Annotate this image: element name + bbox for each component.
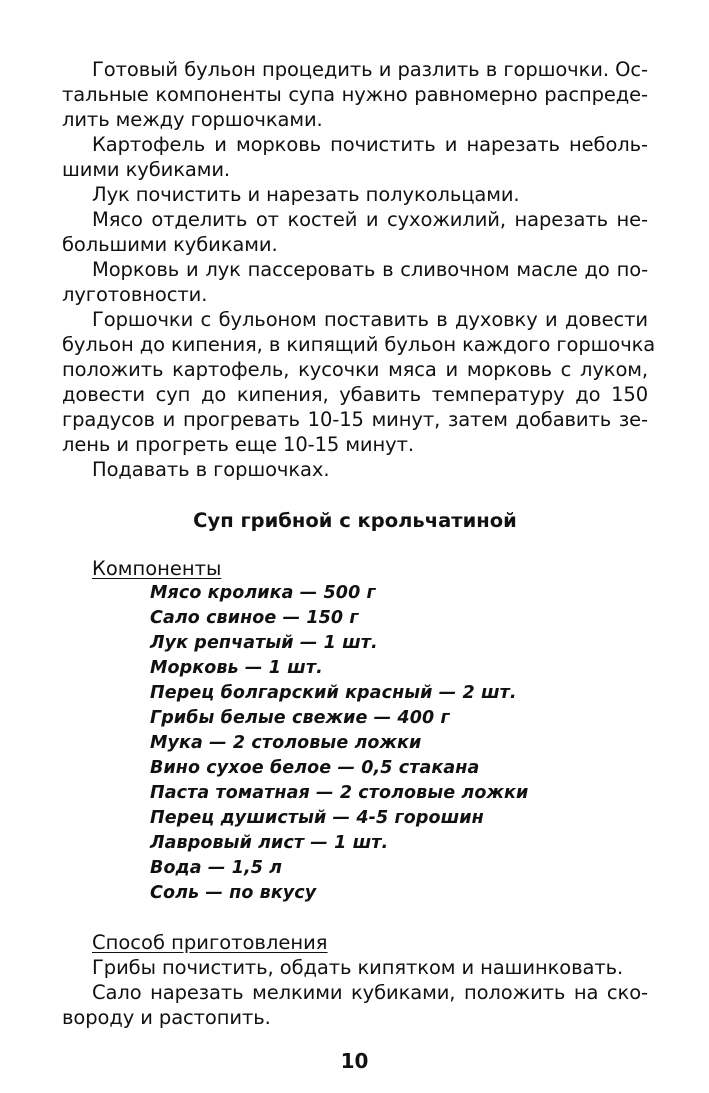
intro-text: [62, 57, 656, 482]
page-number: 10: [340, 1049, 369, 1073]
intro-paragraph: [62, 257, 648, 307]
text-line: Горшочки с бульоном поставить в духовку и довести: [92, 308, 648, 331]
text-line: лить между горшочками.: [62, 108, 323, 131]
ingredient-item: Мука — 2 столовые ложки: [150, 733, 422, 753]
text-line: Грибы почистить, обдать кипятком и нашинковать.: [92, 956, 624, 979]
text-line: градусов и прогревать 10-15 минут, затем добавить зе-: [62, 408, 648, 431]
ingredient-item: Морковь — 1 шт.: [150, 658, 323, 678]
text-line: Готовый бульон процедить и разлить в горшочки. Ос-: [92, 58, 648, 81]
ingredient-item: Лук репчатый — 1 шт.: [150, 633, 378, 653]
text-line: шими кубиками.: [62, 158, 231, 181]
ingredient-item: Лавровый лист — 1 шт.: [150, 833, 389, 853]
components-heading: Компоненты: [92, 557, 222, 580]
intro-paragraph: [62, 57, 648, 132]
text-line: бульон до кипения, в кипящий бульон каждого горшочка: [62, 333, 656, 356]
ingredient-item: Мясо кролика — 500 г: [150, 583, 376, 603]
ingredient-item: Перец болгарский красный — 2 шт.: [150, 683, 517, 703]
ingredient-item: Соль — по вкусу: [150, 883, 317, 903]
text-line: лень и прогреть еще 10-15 минут.: [62, 433, 414, 456]
ingredient-item: Вода — 1,5 л: [150, 858, 283, 878]
method-paragraph: [62, 955, 648, 980]
text-line: Подавать в горшочках.: [92, 458, 330, 481]
ingredient-item: Грибы белые свежие — 400 г: [150, 708, 450, 728]
book-page-content: [62, 57, 656, 1030]
intro-paragraph: [62, 207, 648, 257]
ingredient-item: Перец душистый — 4-5 горошин: [150, 808, 484, 828]
text-line: луготовности.: [62, 283, 208, 306]
text-line: Мясо отделить от костей и сухожилий, нарезать не-: [92, 208, 648, 231]
text-line: Картофель и морковь почистить и нарезать неболь-: [92, 133, 648, 156]
ingredient-item: Паста томатная — 2 столовые ложки: [150, 783, 529, 803]
ingredients-list: [62, 581, 648, 906]
ingredient-item: Сало свиное — 150 г: [150, 608, 359, 628]
method-text: [62, 955, 648, 1030]
intro-paragraph: [62, 182, 648, 207]
text-line: большими кубиками.: [62, 233, 278, 256]
text-line: Морковь и лук пассеровать в сливочном масле до по-: [92, 258, 648, 281]
text-line: вороду и растопить.: [62, 1006, 271, 1029]
intro-paragraph: [62, 457, 648, 482]
intro-paragraph: [62, 307, 656, 457]
text-line: Лук почистить и нарезать полукольцами.: [92, 183, 520, 206]
ingredient-item: Вино сухое белое — 0,5 стакана: [150, 758, 480, 778]
intro-paragraph: [62, 132, 648, 182]
method-paragraph: [62, 980, 648, 1030]
text-line: довести суп до кипения, убавить температуру до 150: [62, 383, 648, 406]
text-line: тальные компоненты супа нужно равномерно распреде-: [62, 83, 648, 106]
recipe-title: Суп грибной с крольчатиной: [193, 509, 517, 532]
method-heading: Способ приготовления: [92, 931, 328, 954]
text-line: положить картофель, кусочки мяса и морковь с луком,: [62, 358, 648, 381]
text-line: Сало нарезать мелкими кубиками, положить на ско-: [92, 981, 648, 1004]
